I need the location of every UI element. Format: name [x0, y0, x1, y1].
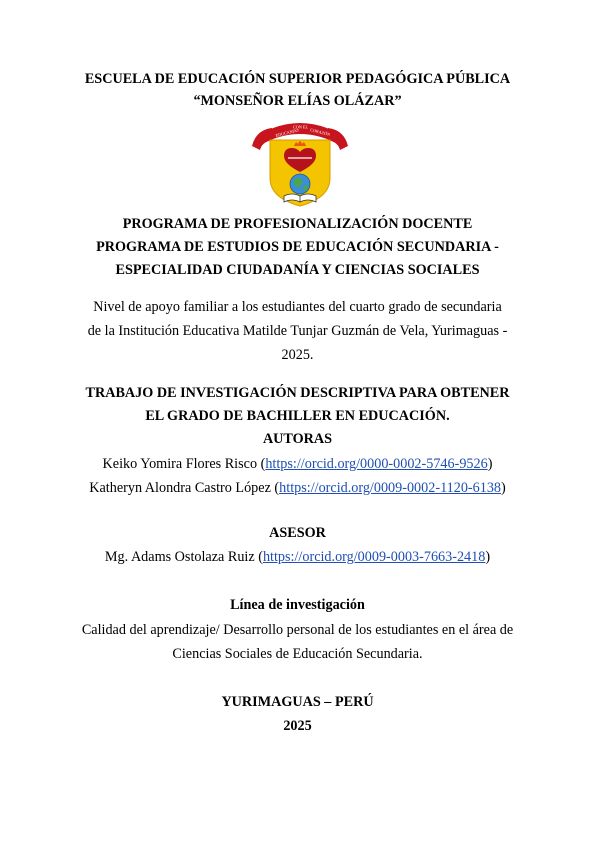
paren-close: ) — [487, 456, 493, 472]
author-orcid-link[interactable]: https://orcid.org/0000-0002-5746-9526 — [265, 456, 488, 472]
research-line-text-2: Ciencias Sociales de Educación Secundaria. — [172, 646, 423, 662]
year: 2025 — [283, 718, 312, 734]
program-line-1: PROGRAMA DE PROFESIONALIZACIÓN DOCENTE — [122, 216, 473, 232]
research-title-line-1: Nivel de apoyo familiar a los estudiantes del cuarto grado de secundaria — [93, 299, 502, 315]
research-title-line-3: 2025. — [281, 347, 314, 363]
author-name: Katheryn Alondra Castro López — [89, 480, 271, 496]
paren-open: ( — [257, 456, 266, 472]
institution-line-2: “MONSEÑOR ELÍAS OLÁZAR” — [193, 93, 402, 109]
advisor-heading: ASESOR — [269, 525, 326, 541]
paren-open: ( — [254, 549, 263, 565]
authors-heading: AUTORAS — [262, 431, 333, 447]
ribbon-text-center: CON EL — [293, 124, 309, 130]
author-line-1 — [0, 456, 595, 473]
author-orcid-link[interactable]: https://orcid.org/0009-0002-1120-6138 — [279, 480, 502, 496]
institution-line-1: ESCUELA DE EDUCACIÓN SUPERIOR PEDAGÓGICA PÚBLICA — [84, 71, 511, 87]
research-title-line-2: de la Institución Educativa Matilde Tunjar Guzmán de Vela, Yurimaguas - — [87, 323, 508, 339]
work-type-line-1: TRABAJO DE INVESTIGACIÓN DESCRIPTIVA PARA OBTENER — [85, 385, 510, 401]
author-line-2 — [0, 480, 595, 497]
paren-open: ( — [270, 480, 280, 496]
ribbon-text-left: EDUCANDO — [275, 127, 300, 138]
paren-close: ) — [501, 480, 506, 496]
advisor-orcid-link[interactable]: https://orcid.org/0009-0003-7663-2418 — [262, 549, 486, 565]
ribbon-text-right: CORAZÓN — [309, 127, 331, 137]
paren-close: ) — [485, 549, 491, 565]
research-line-heading: Línea de investigación — [230, 597, 365, 613]
school-crest-logo-icon — [250, 116, 350, 208]
program-line-3: ESPECIALIDAD CIUDADANÍA Y CIENCIAS SOCIALES — [115, 262, 480, 278]
advisor-line — [0, 549, 595, 566]
work-type-line-2: EL GRADO DE BACHILLER EN EDUCACIÓN. — [145, 408, 450, 424]
advisor-name: Mg. Adams Ostolaza Ruiz — [104, 549, 255, 565]
program-line-2: PROGRAMA DE ESTUDIOS DE EDUCACIÓN SECUNDARIA - — [96, 239, 499, 255]
place: YURIMAGUAS – PERÚ — [221, 694, 374, 710]
author-name: Keiko Yomira Flores Risco — [102, 456, 258, 472]
research-line-text-1: Calidad del aprendizaje/ Desarrollo personal de los estudiantes en el área de — [81, 622, 514, 638]
